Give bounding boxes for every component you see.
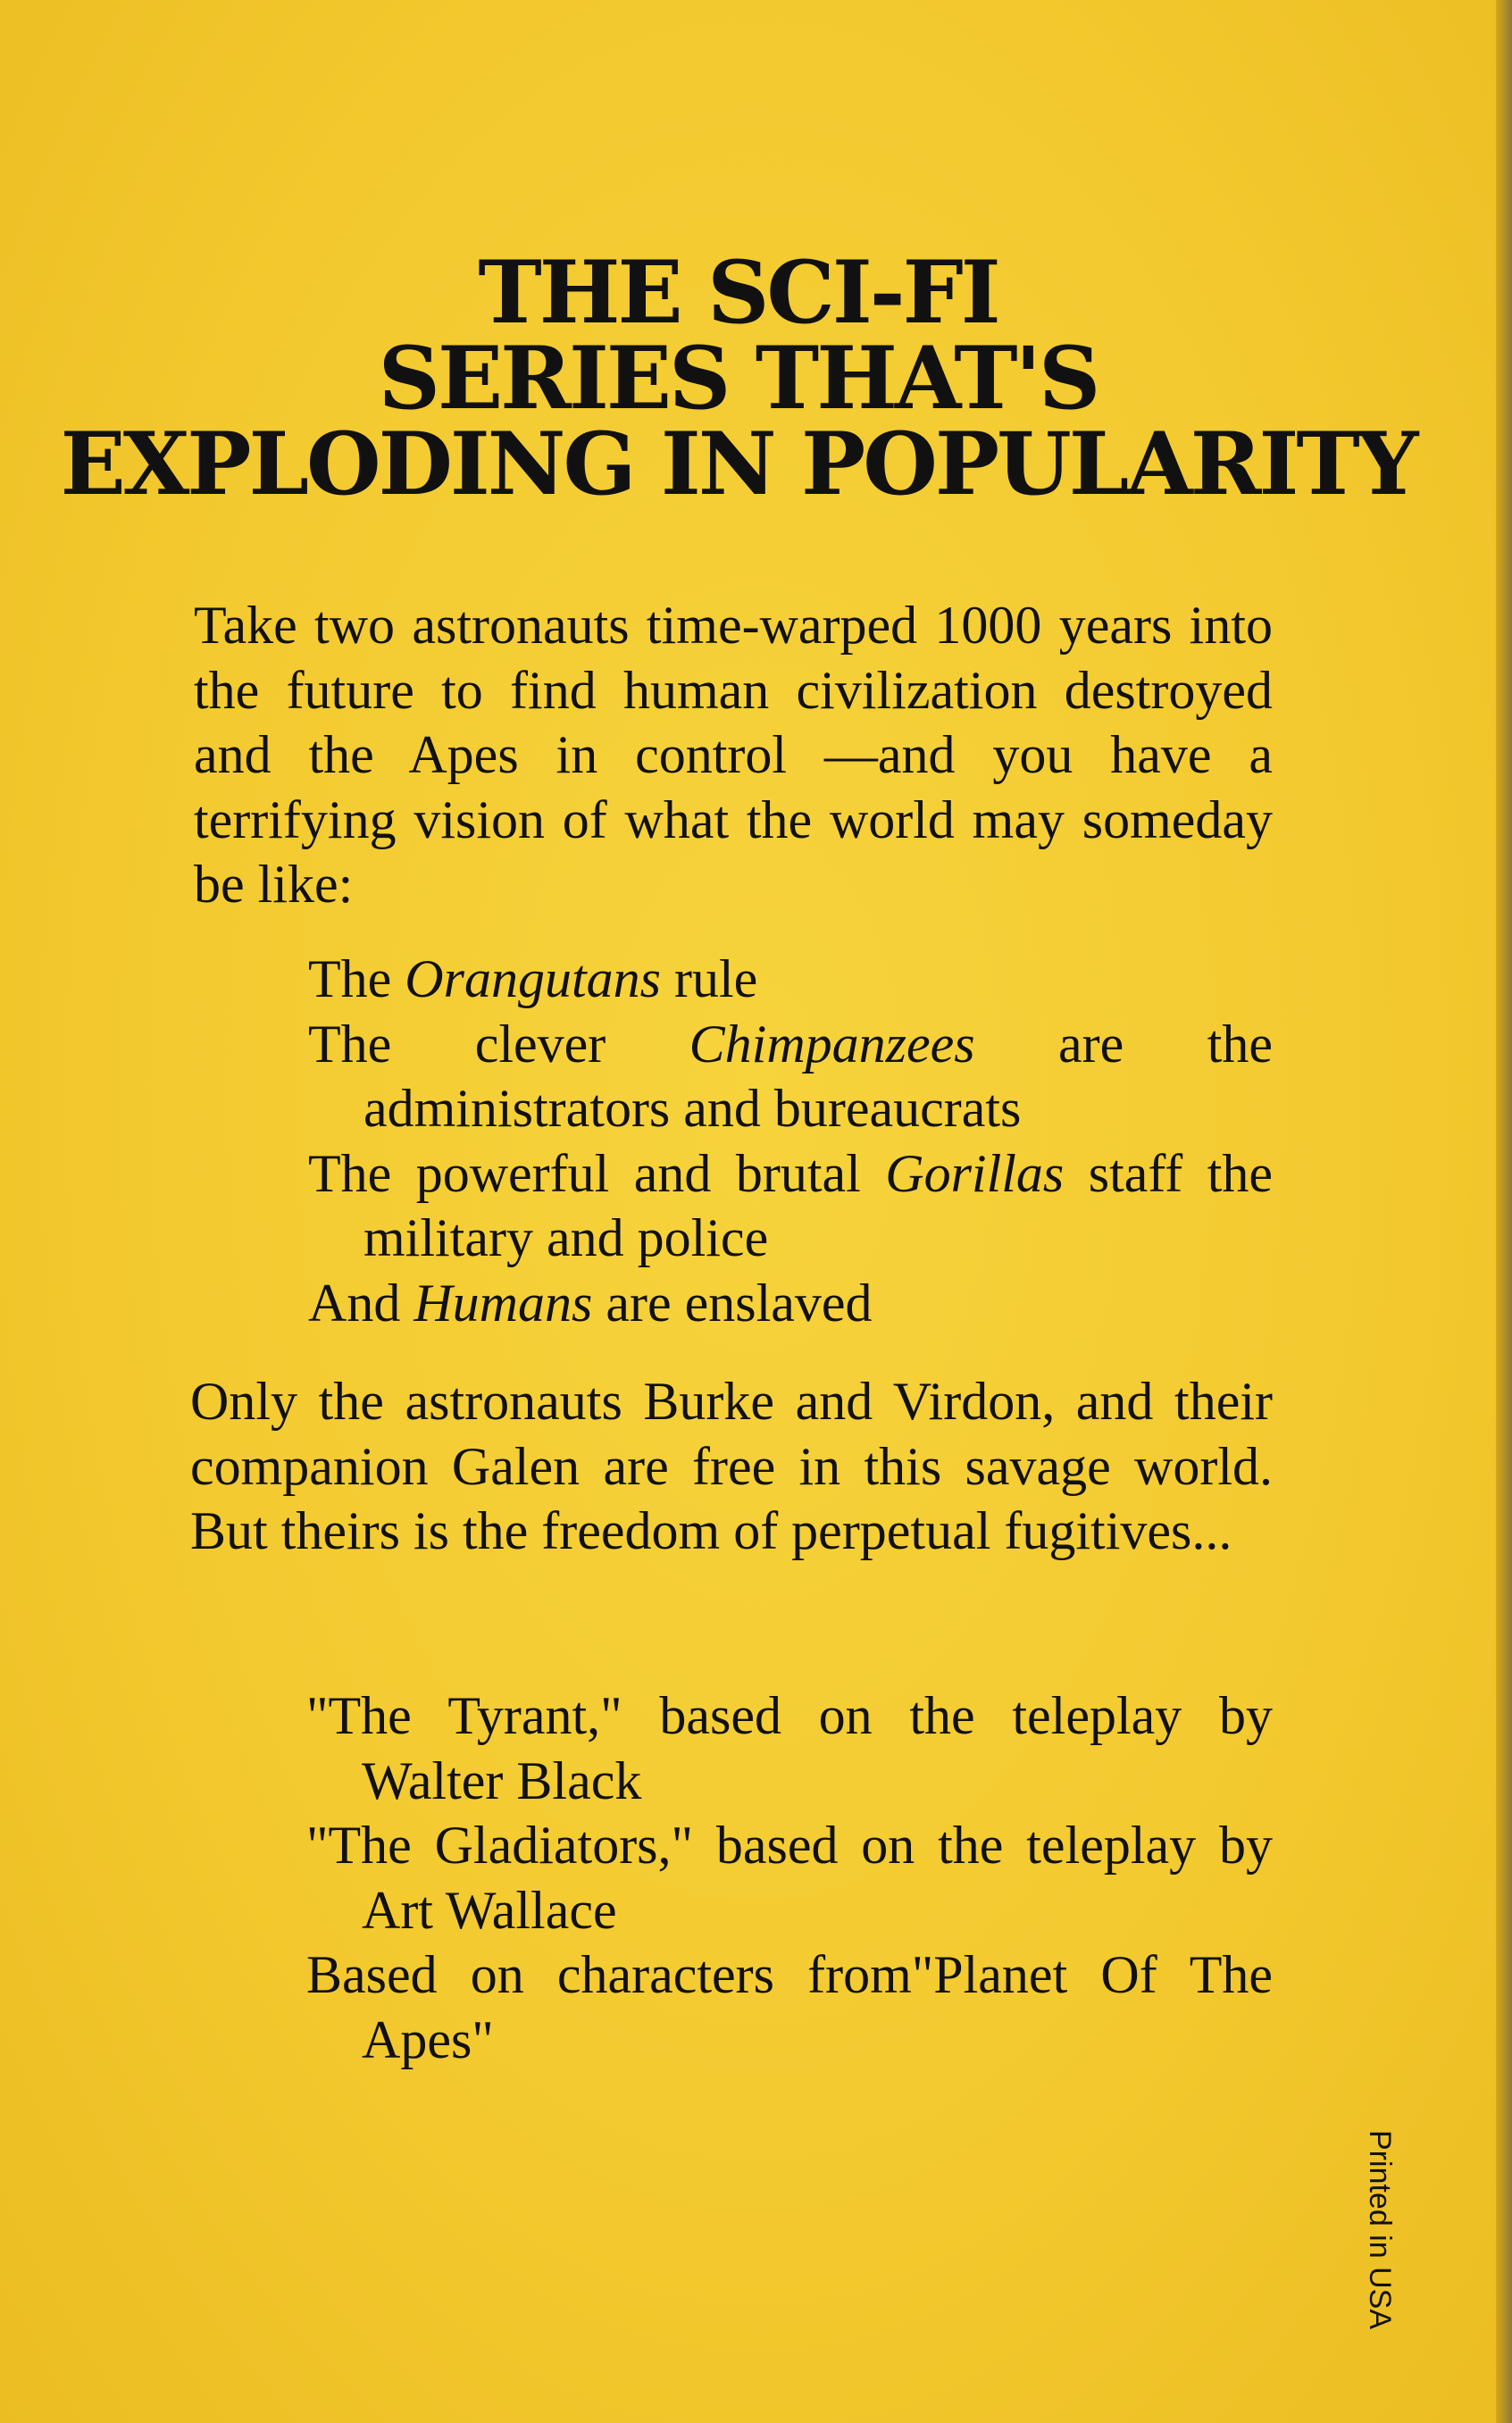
faction-item	[308, 1271, 1273, 1336]
credit-item: "The Tyrant," based on the teleplay by Walter Black	[306, 1686, 1273, 1810]
credits-list	[306, 1684, 1273, 2072]
faction-text: The clever Chimpanzees are the administrators and bureaucrats	[308, 1014, 1274, 1138]
printed-in-label: Printed in USA	[1363, 2130, 1397, 2329]
closing-paragraph: Only the astronauts Burke and Virdon, and their companion Galen are free in this savage world. But theirs is the freedom of perpetual fugitives...	[190, 1372, 1273, 1560]
faction-item	[308, 947, 1273, 1012]
headline-line-2: SERIES THAT'S	[378, 328, 1098, 429]
headline-line-1: THE SCI-FI	[478, 242, 998, 343]
credit-item: "The Gladiators," based on the teleplay by Art Wallace	[306, 1816, 1273, 1940]
credit-item: Based on characters from"Planet Of The Apes"	[306, 1945, 1273, 2069]
faction-text: The powerful and brutal Gorillas staff the military and police	[308, 1143, 1273, 1267]
faction-item	[308, 1012, 1273, 1141]
faction-text: And Humans are enslaved	[308, 1273, 873, 1333]
factions-list	[308, 947, 1273, 1335]
intro-paragraph: Take two astronauts time-warped 1000 years into the future to find human civilization destroyed and the Apes in control —and you have a terrifying vision of what the world may someday be like:	[194, 596, 1273, 914]
faction-item	[308, 1141, 1273, 1271]
faction-text: The Orangutans rule	[308, 949, 758, 1008]
headline-line-3: EXPLODING IN POPULARITY	[60, 414, 1416, 514]
headline	[0, 242, 1512, 514]
